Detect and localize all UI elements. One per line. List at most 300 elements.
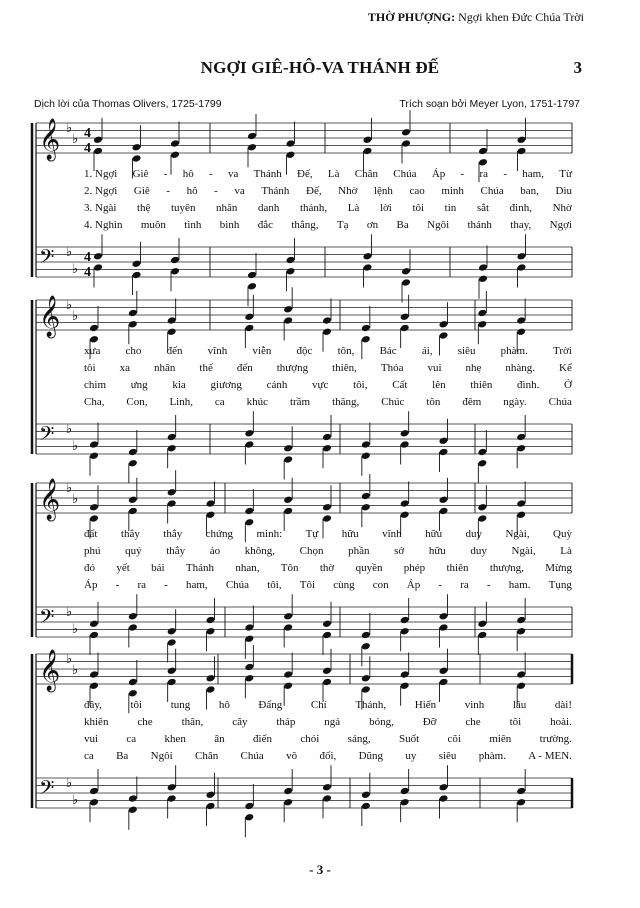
lyric-syllable: siêu: [457, 345, 476, 357]
lyric-syllable: thân,: [181, 716, 204, 728]
lyric-syllable: Bác: [379, 345, 397, 357]
lyric-syllable: muôn: [140, 219, 166, 231]
notehead: [400, 670, 410, 679]
lyric-syllable: duy: [465, 528, 483, 540]
notehead: [516, 433, 526, 442]
lyric-syllable: va: [227, 168, 239, 180]
lyric-syllable: Giê: [133, 185, 150, 197]
notehead: [247, 271, 257, 280]
lyric-syllable: vĩnh: [382, 528, 402, 540]
lyric-syllable: Chúa: [548, 396, 572, 408]
bass-clef-icon: 𝄢: [39, 422, 55, 450]
notehead: [477, 459, 487, 468]
lyric-syllable: Mừng: [545, 562, 572, 574]
notehead: [167, 783, 177, 792]
notehead: [89, 619, 99, 628]
lyric-syllable: khen: [164, 733, 186, 745]
notehead: [478, 147, 488, 156]
lyric-line: [84, 168, 572, 180]
lyrics-credit: Dịch lời của Thomas Olivers, 1725-1799: [34, 98, 222, 110]
notehead: [89, 681, 99, 690]
flat-sign-icon: ♭: [72, 308, 79, 323]
notehead: [477, 619, 487, 628]
lyric-syllable: uy: [405, 750, 417, 762]
lyric-syllable: hoài.: [550, 716, 572, 728]
notehead: [400, 312, 410, 321]
lyric-syllable: thiên: [470, 379, 493, 391]
notehead: [244, 663, 254, 672]
notehead: [361, 440, 371, 449]
notehead: [93, 147, 103, 156]
notehead: [286, 139, 296, 148]
notehead: [89, 670, 99, 679]
lyric-syllable: vui: [84, 733, 99, 745]
page-number: - 3 -: [309, 862, 331, 877]
lyric-syllable: Suốt: [398, 733, 420, 745]
time-signature-top: 4: [84, 250, 91, 265]
notehead: [516, 616, 526, 625]
notehead: [132, 154, 142, 163]
lyric-syllable: ham.: [508, 579, 531, 591]
lyric-syllable: tinh: [184, 219, 202, 231]
notehead: [361, 335, 371, 344]
notehead: [128, 794, 138, 803]
notehead: [283, 316, 293, 325]
notehead: [283, 681, 293, 690]
notehead: [206, 616, 216, 625]
bass-clef-icon: 𝄢: [39, 605, 55, 633]
lyric-syllable: không,: [244, 545, 276, 557]
notehead: [244, 674, 254, 683]
lyric-syllable: Thánh: [253, 168, 282, 180]
notehead: [128, 623, 138, 632]
lyric-syllable: hô: [218, 699, 230, 711]
lyric-line: [84, 202, 572, 214]
lyric-syllable: phú: [84, 545, 101, 557]
notehead: [477, 503, 487, 512]
notehead: [167, 666, 177, 675]
lyric-syllable: tôi: [84, 362, 96, 374]
lyric-syllable: Đế,: [306, 185, 322, 197]
lyric-syllable: cánh: [266, 379, 288, 391]
lyric-syllable: thánh: [467, 219, 492, 231]
notehead: [516, 510, 526, 519]
notehead: [477, 631, 487, 640]
lyric-syllable: chói: [300, 733, 320, 745]
lyric-syllable: chim: [84, 379, 106, 391]
lyric-syllable: đến: [166, 345, 183, 357]
notehead: [439, 331, 449, 340]
lyric-syllable: lâu: [512, 699, 527, 711]
lyric-syllable: -: [115, 579, 120, 591]
hymn-title: NGỢI GIÊ-HÔ-VA THÁNH ĐẾ: [200, 58, 440, 77]
notehead: [170, 139, 180, 148]
flat-sign-icon: ♭: [66, 775, 73, 790]
notehead: [439, 623, 449, 632]
lyric-syllable: Ngài,: [505, 528, 530, 540]
flat-sign-icon: ♭: [72, 792, 79, 807]
notehead: [167, 499, 177, 508]
notehead: [516, 798, 526, 807]
notehead: [283, 455, 293, 464]
notehead: [322, 783, 332, 792]
notehead: [206, 790, 216, 799]
lyric-syllable: Tôi: [299, 579, 316, 591]
notehead: [400, 787, 410, 796]
flat-sign-icon: ♭: [72, 621, 79, 636]
notehead: [170, 267, 180, 276]
lyric-syllable: ra: [137, 579, 146, 591]
lyric-syllable: xưa: [84, 345, 101, 357]
lyric-syllable: -: [209, 168, 213, 180]
lyric-syllable: phàm.: [500, 345, 528, 357]
lyric-syllable: vực: [312, 379, 329, 391]
lyric-line: [84, 562, 572, 574]
lyric-syllable: đối,: [319, 750, 337, 762]
lyric-syllable: trầm: [289, 396, 311, 408]
lyric-syllable: ca: [84, 750, 94, 762]
notehead: [244, 623, 254, 632]
notehead: [89, 503, 99, 512]
lyric-syllable: thắng,: [291, 219, 319, 231]
lyric-syllable: ca: [214, 396, 225, 408]
lyric-syllable: giương: [210, 379, 242, 391]
notehead: [322, 433, 332, 442]
notehead: [283, 444, 293, 453]
lyric-syllable: ơn: [366, 219, 379, 231]
lyric-syllable: ngả: [324, 716, 341, 728]
lyric-syllable: tháp: [276, 716, 296, 728]
notehead: [516, 787, 526, 796]
lyric-syllable: thẳy: [163, 528, 183, 540]
lyric-syllable: Cất: [392, 379, 408, 391]
notehead: [89, 787, 99, 796]
notehead: [363, 263, 373, 272]
lyric-syllable: cùng: [333, 579, 355, 591]
lyric-syllable: Chúa: [393, 168, 417, 180]
lyric-syllable: cõi: [447, 733, 461, 745]
lyric-syllable: vinh: [464, 699, 485, 711]
lyric-syllable: phép: [403, 562, 426, 574]
lyric-syllable: lên: [432, 379, 446, 391]
lyric-syllable: Ở: [564, 379, 572, 391]
lyric-syllable: nhẹ: [465, 362, 482, 374]
lyric-syllable: -: [438, 579, 443, 591]
flat-sign-icon: ♭: [72, 438, 79, 453]
notehead: [400, 616, 410, 625]
notehead: [322, 678, 332, 687]
notehead: [167, 316, 177, 325]
notehead: [167, 433, 177, 442]
flat-sign-icon: ♭: [66, 297, 73, 312]
notehead: [439, 794, 449, 803]
notehead: [206, 802, 216, 811]
time-signature-top: 4: [84, 126, 91, 141]
lyric-syllable: tôi: [509, 716, 522, 728]
lyric-syllable: đến: [236, 362, 253, 374]
lyric-syllable: Thánh: [185, 562, 214, 574]
notehead: [286, 267, 296, 276]
lyric-syllable: ái,: [421, 345, 433, 357]
lyric-syllable: nhan,: [235, 562, 260, 574]
lyric-syllable: Thánh,: [355, 699, 387, 711]
notehead: [128, 448, 138, 457]
flat-sign-icon: ♭: [66, 604, 73, 619]
notehead: [439, 320, 449, 329]
lyric-syllable: A - MEN.: [528, 750, 572, 762]
notehead: [244, 518, 254, 527]
lyric-syllable: đắc: [257, 219, 273, 231]
notehead: [322, 514, 332, 523]
lyric-syllable: xa: [119, 362, 131, 374]
lyric-syllable: tin: [444, 202, 457, 214]
lyric-syllable: thiên: [446, 562, 469, 574]
lyric-syllable: nhân: [154, 362, 176, 374]
notehead: [322, 794, 332, 803]
notehead: [516, 681, 526, 690]
lyric-line: [84, 699, 572, 711]
lyric-syllable: thượng: [276, 362, 309, 374]
lyric-syllable: tuyên: [171, 202, 196, 214]
notehead: [322, 619, 332, 628]
treble-clef-icon: 𝄞: [39, 296, 61, 337]
notehead: [167, 627, 177, 636]
notehead: [516, 316, 526, 325]
notehead: [400, 324, 410, 333]
lyric-syllable: va: [234, 185, 245, 197]
notehead: [286, 150, 296, 159]
notehead: [322, 666, 332, 675]
notehead: [400, 510, 410, 519]
lyric-syllable: tôi,: [353, 379, 368, 391]
notehead: [247, 282, 257, 291]
notehead: [516, 670, 526, 679]
music-credit: Trích soạn bởi Meyer Lyon, 1751-1797: [399, 98, 580, 110]
notehead: [89, 440, 99, 449]
notehead: [244, 324, 254, 333]
lyric-syllable: ưng: [130, 379, 148, 391]
lyric-syllable: 4. Nghìn: [84, 219, 123, 231]
lyric-line: [84, 716, 572, 728]
lyric-syllable: Dìu: [555, 185, 572, 197]
notehead: [400, 499, 410, 508]
notehead: [89, 451, 99, 460]
lyric-line: [84, 545, 572, 557]
notehead: [128, 459, 138, 468]
lyric-syllable: khúc: [246, 396, 269, 408]
lyric-syllable: hữu: [341, 528, 359, 540]
lyric-syllable: Áp: [84, 579, 98, 591]
lyric-syllable: tung: [170, 699, 191, 711]
lyric-syllable: Chúa: [225, 579, 250, 591]
notehead: [400, 798, 410, 807]
lyric-syllable: Tạ: [336, 219, 349, 231]
notehead: [516, 499, 526, 508]
flat-sign-icon: ♭: [66, 651, 73, 666]
notehead: [477, 309, 487, 318]
lyric-line: [84, 396, 572, 408]
lyric-syllable: Tôn: [280, 562, 299, 574]
notehead: [128, 309, 138, 318]
lyric-syllable: kia: [172, 379, 186, 391]
lyric-syllable: Ngôi: [427, 219, 450, 231]
lyric-syllable: nhân: [216, 202, 238, 214]
lyric-syllable: Tự: [305, 528, 319, 540]
lyric-line: [84, 185, 572, 197]
lyric-syllable: Từ: [559, 168, 572, 180]
notehead: [361, 631, 371, 640]
lyric-syllable: thiên,: [332, 362, 357, 374]
notehead: [361, 451, 371, 460]
lyric-syllable: ảo: [209, 545, 221, 557]
lyric-syllable: viễn: [252, 345, 272, 357]
notehead: [517, 135, 527, 144]
treble-clef-icon: 𝄞: [39, 479, 61, 520]
lyric-syllable: hô: [186, 185, 198, 197]
lyric-syllable: thẳy: [166, 545, 186, 557]
lyric-syllable: -: [166, 185, 171, 197]
lyric-syllable: quý: [125, 545, 142, 557]
notehead: [363, 147, 373, 156]
flat-sign-icon: ♭: [66, 120, 73, 135]
notehead: [400, 440, 410, 449]
lyric-syllable: Cha,: [84, 396, 105, 408]
lyric-syllable: -: [486, 579, 491, 591]
lyric-syllable: ra: [479, 168, 489, 180]
lyric-syllable: ham,: [522, 168, 544, 180]
notehead: [517, 252, 527, 261]
notehead: [361, 642, 371, 651]
notehead: [401, 278, 411, 287]
header-book: THỜ PHƯỢNG:: [367, 10, 456, 24]
lyric-syllable: cho: [125, 345, 142, 357]
lyric-syllable: điển: [253, 733, 272, 745]
lyric-syllable: lời: [379, 202, 392, 214]
notehead: [247, 132, 257, 141]
notehead: [363, 252, 373, 261]
lyric-syllable: tôi,: [267, 579, 282, 591]
lyric-syllable: Nhờ: [552, 202, 572, 214]
lyric-syllable: sáng,: [347, 733, 371, 745]
notehead: [516, 327, 526, 336]
notehead: [439, 436, 449, 445]
notehead: [128, 495, 138, 504]
notehead: [361, 324, 371, 333]
notehead: [167, 327, 177, 336]
notehead: [132, 271, 142, 280]
lyric-syllable: thẳy: [120, 528, 140, 540]
lyric-syllable: Quỳ: [553, 528, 572, 540]
lyric-syllable: Đỡ: [422, 716, 437, 728]
notehead: [361, 674, 371, 683]
lyric-syllable: hữu: [428, 545, 446, 557]
notehead: [93, 135, 103, 144]
lyric-syllable: minh: [441, 185, 464, 197]
notehead: [283, 787, 293, 796]
flat-sign-icon: ♭: [66, 421, 73, 436]
lyric-syllable: Chúa: [480, 185, 504, 197]
notehead: [93, 263, 103, 272]
lyric-syllable: yết: [116, 562, 130, 574]
lyric-syllable: sắt: [476, 202, 490, 214]
notehead: [89, 324, 99, 333]
lyric-syllable: đây,: [84, 699, 102, 711]
lyric-syllable: cao: [409, 185, 425, 197]
lyric-syllable: -: [164, 579, 168, 591]
notehead: [516, 627, 526, 636]
lyric-syllable: tôn: [426, 396, 441, 408]
lyric-syllable: Nhờ: [338, 185, 358, 197]
notehead: [244, 312, 254, 321]
notehead: [244, 429, 254, 438]
lyric-syllable: lệnh: [373, 185, 393, 197]
notehead: [206, 685, 216, 694]
flat-sign-icon: ♭: [72, 261, 79, 276]
notehead: [283, 798, 293, 807]
lyric-syllable: Ba: [116, 750, 129, 762]
lyric-syllable: ban,: [520, 185, 539, 197]
notehead: [439, 495, 449, 504]
notehead: [206, 510, 216, 519]
lyric-syllable: tôn,: [337, 345, 355, 357]
lyric-syllable: cây: [232, 716, 248, 728]
notehead: [400, 681, 410, 690]
notehead: [401, 128, 411, 137]
lyric-syllable: đó: [84, 562, 95, 574]
notehead: [93, 252, 103, 261]
notehead: [206, 674, 216, 683]
lyric-syllable: Con,: [126, 396, 148, 408]
notehead: [322, 316, 332, 325]
flat-sign-icon: ♭: [72, 131, 79, 146]
time-signature-bottom: 4: [84, 265, 91, 280]
lyric-syllable: Chí: [310, 699, 327, 711]
lyric-syllable: ra: [460, 579, 469, 591]
notehead: [167, 678, 177, 687]
notehead: [361, 492, 371, 501]
lyric-syllable: thánh,: [299, 202, 328, 214]
lyric-syllable: sở: [394, 545, 405, 557]
notehead: [167, 488, 177, 497]
notehead: [477, 514, 487, 523]
lyric-syllable: dài!: [554, 699, 572, 711]
notehead: [439, 678, 449, 687]
lyric-line: [84, 750, 572, 762]
notehead: [439, 666, 449, 675]
lyric-syllable: Dũng: [358, 750, 384, 762]
lyric-syllable: che: [137, 716, 153, 728]
lyric-syllable: Ngợi: [549, 219, 572, 231]
header-section: Ngợi khen Đức Chúa Trời: [458, 10, 584, 24]
lyric-syllable: Là: [347, 202, 360, 214]
lyric-syllable: ca: [126, 733, 137, 745]
notehead: [401, 267, 411, 276]
notehead: [477, 448, 487, 457]
lyric-syllable: thờ: [319, 562, 335, 574]
notehead: [322, 327, 332, 336]
notehead: [286, 256, 296, 265]
notehead: [361, 685, 371, 694]
lyric-syllable: -: [503, 168, 507, 180]
notehead: [363, 135, 373, 144]
lyric-syllable: Trời: [553, 345, 572, 357]
notehead: [283, 670, 293, 679]
time-signature-bottom: 4: [84, 141, 91, 156]
lyric-line: [84, 579, 572, 591]
lyric-syllable: hô: [182, 168, 194, 180]
lyric-syllable: bái: [151, 562, 165, 574]
lyric-syllable: thế: [199, 362, 213, 374]
